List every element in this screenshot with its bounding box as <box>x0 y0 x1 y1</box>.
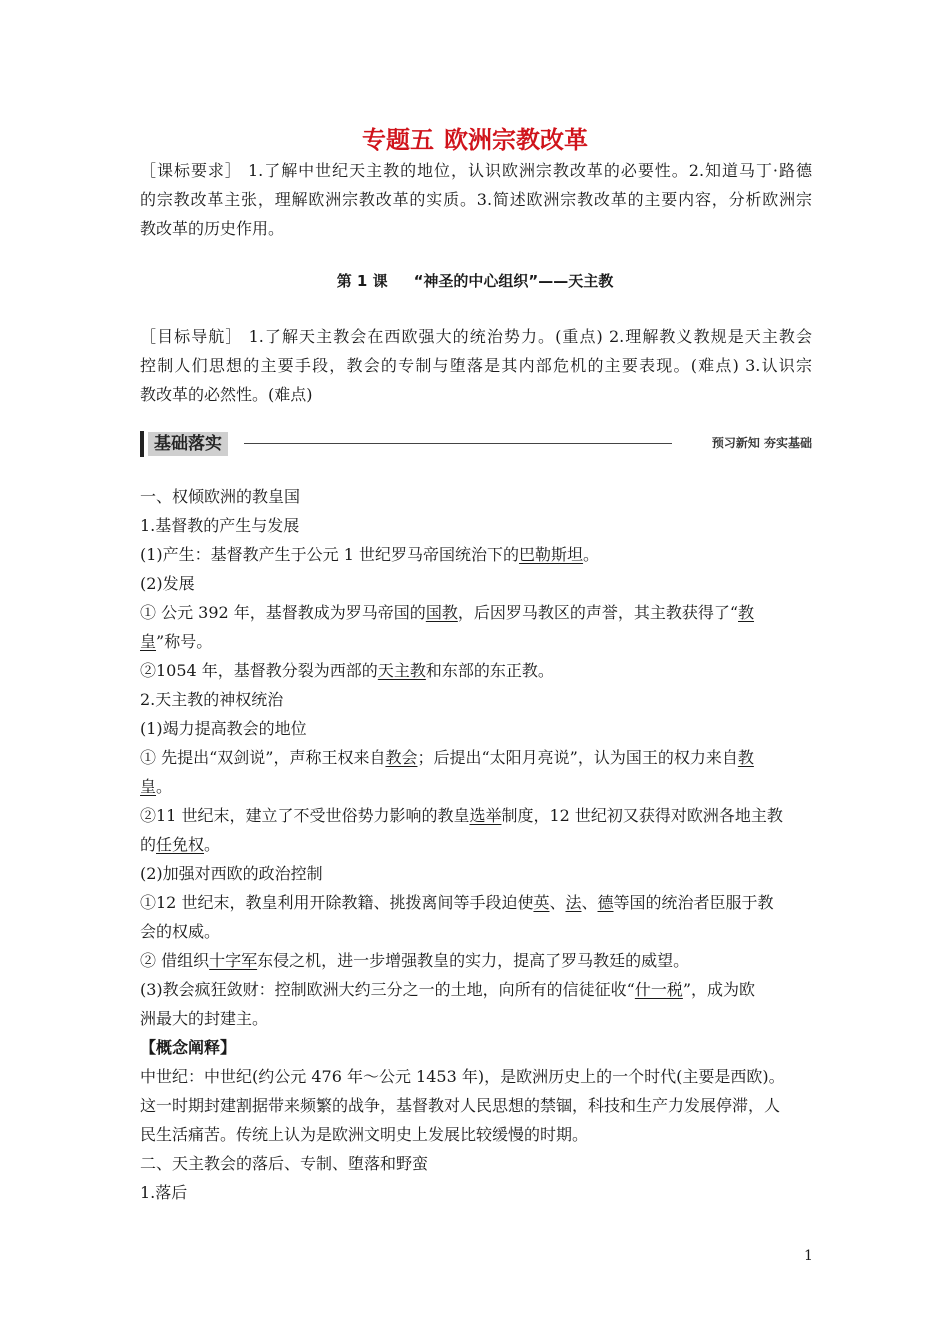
banner-rule <box>244 443 672 444</box>
text-line: ① 先提出“双剑说”，声称王权来自教会；后提出“太阳月亮说”，认为国王的权力来自教 <box>140 748 754 767</box>
learning-goals <box>140 322 812 409</box>
section-heading: 一、权倾欧洲的教皇国 <box>140 487 301 506</box>
answer-blank: 十字军 <box>209 951 258 970</box>
requirements-line: ［课标要求］ 1.了解中世纪天主教的地位，认识欧洲宗教改革的必要性。2.知道马丁·路德 <box>140 161 812 180</box>
concept-line: 中世纪：中世纪(约公元 476 年～公元 1453 年)，是欧洲历史上的一个时代(主要是西欧)。 <box>140 1067 785 1086</box>
text-line: (3)教会疯狂敛财：控制欧洲大约三分之一的土地，向所有的信徒征收“什一税”，成为欧 <box>140 980 756 999</box>
answer-blank: 国教 <box>425 603 458 622</box>
requirements-line: 教改革的历史作用。 <box>140 219 285 238</box>
answer-blank: 法 <box>565 893 582 912</box>
requirements-line: 的宗教改革主张，理解欧洲宗教改革的实质。3.简述欧洲宗教改革的主要内容，分析欧洲宗 <box>140 190 812 209</box>
chapter-title-part2: 欧洲宗教改革 <box>444 126 588 154</box>
answer-blank: 教 <box>738 603 755 622</box>
lesson-number: 第 1 课 <box>336 272 388 290</box>
answer-blank: 皇 <box>140 777 157 796</box>
text-line: ① 公元 392 年，基督教成为罗马帝国的国教，后因罗马教区的声誉，其主教获得了“教 <box>140 603 755 622</box>
text-line: 皇”称号。 <box>140 632 213 651</box>
text-line: (2)加强对西欧的政治控制 <box>140 864 323 883</box>
page-number: 1 <box>804 1248 813 1264</box>
concept-line: 这一时期封建割据带来频繁的战争，基督教对人民思想的禁锢，科技和生产力发展停滞，人 <box>140 1096 781 1115</box>
text-line: 洲最大的封建主。 <box>140 1009 269 1028</box>
banner-label: 基础落实 <box>148 432 228 456</box>
answer-blank: 德 <box>597 893 614 912</box>
section-banner <box>140 431 812 457</box>
text-line: (1)竭力提高教会的地位 <box>140 719 307 738</box>
answer-blank: 巴勒斯坦 <box>519 545 584 564</box>
lesson-title <box>0 270 950 291</box>
banner-bar <box>140 431 144 457</box>
curriculum-requirements <box>140 156 812 243</box>
text-line: 会的权威。 <box>140 922 221 941</box>
goals-line: 控制人们思想的主要手段，教会的专制与堕落是其内部危机的主要表现。(难点) 3.认识宗 <box>140 356 812 375</box>
answer-blank: 皇 <box>140 632 157 651</box>
text-line: ②11 世纪末，建立了不受世俗势力影响的教皇选举制度，12 世纪初又获得对欧洲各地主教 <box>140 806 783 825</box>
chapter-title-part1: 专题五 <box>362 126 434 154</box>
concept-line: 民生活痛苦。传统上认为是欧洲文明史上发展比较缓慢的时期。 <box>140 1125 589 1144</box>
chapter-title <box>0 120 950 155</box>
concept-heading: 【概念阐释】 <box>140 1038 237 1057</box>
lesson-name: “神圣的中心组织”——天主教 <box>413 272 614 290</box>
subsection-heading: 2.天主教的神权统治 <box>140 690 284 709</box>
goals-line: ［目标导航］ 1.了解天主教会在西欧强大的统治势力。(重点) 2.理解教义教规是天主教会 <box>140 327 812 346</box>
text-line: ②1054 年，基督教分裂为西部的天主教和东部的东正教。 <box>140 661 554 680</box>
answer-blank: 选举 <box>469 806 502 825</box>
answer-blank: 什一税 <box>634 980 683 999</box>
text-line: 的任免权。 <box>140 835 221 854</box>
answer-blank: 天主教 <box>377 661 426 680</box>
goals-line: 教改革的必然性。(难点) <box>140 385 313 404</box>
body-content <box>140 482 812 1207</box>
answer-blank: 任免权 <box>156 835 205 854</box>
text-line: (1)产生：基督教产生于公元 1 世纪罗马帝国统治下的巴勒斯坦。 <box>140 545 600 564</box>
text-line: ② 借组织十字军东侵之机，进一步增强教皇的实力，提高了罗马教廷的威望。 <box>140 951 690 970</box>
text-line: (2)发展 <box>140 574 195 593</box>
answer-blank: 教 <box>737 748 754 767</box>
banner-subtitle: 预习新知 夯实基础 <box>711 436 812 450</box>
text-line: 皇。 <box>140 777 173 796</box>
subsection-heading: 1.基督教的产生与发展 <box>140 516 300 535</box>
subsection-heading: 1.落后 <box>140 1183 188 1202</box>
text-line: ①12 世纪末，教皇利用开除教籍、挑拨离间等手段迫使英、法、德等国的统治者臣服于教 <box>140 893 774 912</box>
answer-blank: 教会 <box>385 748 418 767</box>
answer-blank: 英 <box>533 893 550 912</box>
section-heading: 二、天主教会的落后、专制、堕落和野蛮 <box>140 1154 429 1173</box>
